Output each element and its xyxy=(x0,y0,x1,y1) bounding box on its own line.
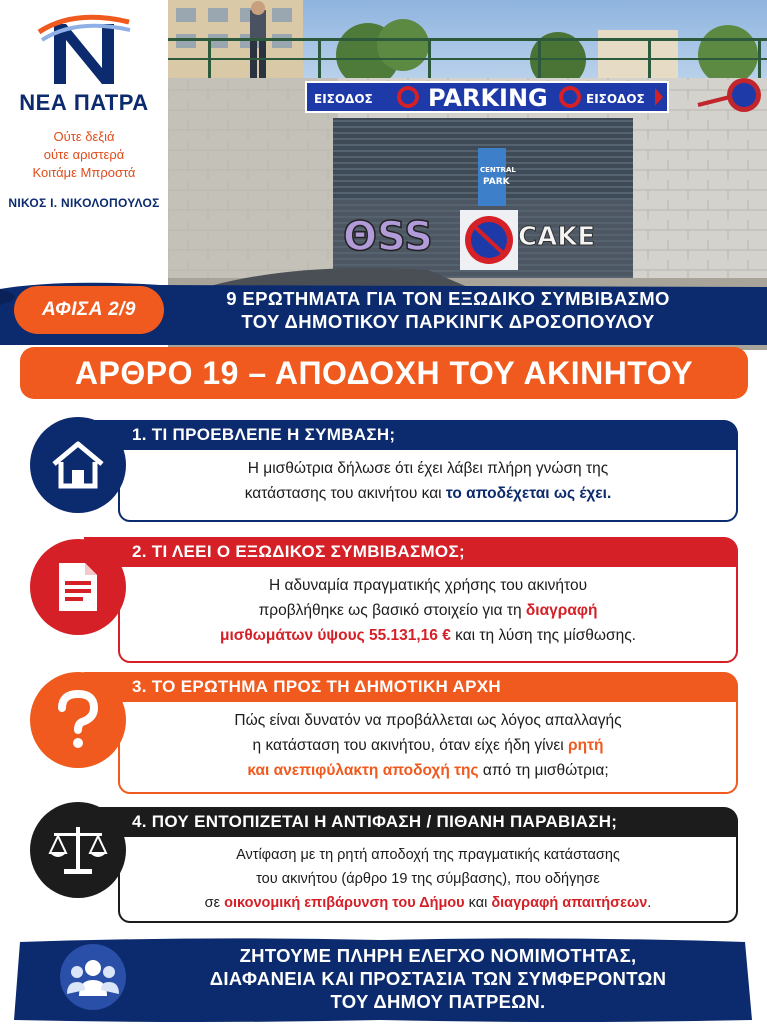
body-line xyxy=(130,733,726,758)
section-heading: 3. ΤΟ ΕΡΩΤΗΜΑ ΠΡΟΣ ΤΗ ΔΗΜΟΤΙΚΗ ΑΡΧΗ xyxy=(84,672,738,702)
question-icon xyxy=(30,672,126,768)
scales-icon xyxy=(30,802,126,898)
svg-text:CAKE: CAKE xyxy=(518,222,596,252)
brand-name: ΝΕΑ ΠΑΤΡΑ xyxy=(19,90,149,115)
body-line: του ακινήτου (άρθρο 19 της σύμβασης), που οδήγησε xyxy=(256,871,600,887)
body-emphasis: το αποδέχεται ως έχει. xyxy=(445,485,612,502)
body-line xyxy=(130,758,726,783)
body-text: κατάστασης του ακινήτου και xyxy=(244,485,446,502)
section-body xyxy=(118,702,738,794)
body-line xyxy=(130,481,726,506)
document-icon xyxy=(30,539,126,635)
section-body xyxy=(118,450,738,522)
sign-right-text: ΕΙΣΟΔΟΣ xyxy=(586,92,645,106)
body-line: Αντίφαση με τη ρητή αποδοχή της πραγματικής κατάστασης xyxy=(236,847,620,863)
body-line xyxy=(130,598,726,623)
footer-line: ΔΙΑΦΑΝΕΙΑ ΚΑΙ ΠΡΟΣΤΑΣΙΑ ΤΩΝ ΣΥΜΦΕΡΟΝΤΩΝ xyxy=(209,968,667,989)
body-text: και τη λύση της μίσθωσης. xyxy=(450,627,636,644)
body-line: Η αδυναμία πραγματικής χρήσης του ακινήτου xyxy=(268,577,588,594)
section-heading: 1. ΤΙ ΠΡΟΕΒΛΕΠΕ Η ΣΥΜΒΑΣΗ; xyxy=(84,420,738,450)
house-icon xyxy=(30,417,126,513)
body-text: προβλήθηκε ως βασικό στοιχείο για τη xyxy=(258,602,526,619)
header-subtitle xyxy=(178,287,718,333)
body-emphasis: μισθωμάτων ύψους 55.131,16 € xyxy=(220,627,451,644)
body-line: Η μισθώτρια δήλωσε ότι έχει λάβει πλήρη γνώση της xyxy=(247,460,609,477)
svg-text:ΘSS: ΘSS xyxy=(343,214,433,260)
body-text: . xyxy=(647,895,652,911)
footer-line: ΖΗΤΟΥΜΕ ΠΛΗΡΗ ΕΛΕΓΧΟ ΝΟΜΙΜΟΤΗΤΑΣ, xyxy=(239,945,637,966)
sign-center-text: PARKING xyxy=(428,84,548,112)
poster-text-2: PARK xyxy=(483,177,510,187)
brand-panel xyxy=(0,0,168,290)
body-line xyxy=(130,891,726,915)
section-heading: 4. ΠΟΥ ΕΝΤΟΠΙΖΕΤΑΙ Η ΑΝΤΙΦΑΣΗ / ΠΙΘΑΝΗ ΠΑΡΑΒΙΑΣΗ; xyxy=(84,807,738,837)
body-text: η κατάσταση του ακινήτου, όταν είχε ήδη γίνει xyxy=(252,737,569,754)
header-subtitle-line: ΤΟΥ ΔΗΜΟΤΙΚΟΥ ΠΑΡΚΙΝΓΚ ΔΡΟΣΟΠΟΥΛΟΥ xyxy=(241,311,655,332)
section-body xyxy=(118,837,738,923)
body-text: από τη μισθώτρια; xyxy=(478,762,609,779)
page-title: ΑΡΘΡΟ 19 – ΑΠΟΔΟΧΗ ΤΟΥ ΑΚΙΝΗΤΟΥ xyxy=(20,347,748,399)
body-emphasis: ρητή xyxy=(568,737,604,754)
party-logo-icon xyxy=(34,14,134,88)
body-emphasis: οικονομική επιβάρυνση του Δήμου xyxy=(224,895,465,911)
body-text: σε xyxy=(204,895,225,911)
slogan-line: Ούτε δεξιά xyxy=(53,129,115,144)
body-line xyxy=(130,623,726,648)
body-line: Πώς είναι δυνατόν να προβάλλεται ως λόγος απαλλαγής xyxy=(234,712,622,729)
poster-text-1: CENTRAL xyxy=(480,166,516,174)
body-text: και xyxy=(464,895,492,911)
slogan-line: ούτε αριστερά xyxy=(43,147,125,162)
section-heading: 2. ΤΙ ΛΕΕΙ Ο ΕΞΩΔΙΚΟΣ ΣΥΜΒΙΒΑΣΜΟΣ; xyxy=(84,537,738,567)
header-subtitle-line: 9 ΕΡΩΤΗΜΑΤΑ ΓΙΑ ΤΟΝ ΕΞΩΔΙΚΟ ΣΥΜΒΙΒΑΣΜΟ xyxy=(226,288,670,309)
sign-left-text: ΕΙΣΟΔΟΣ xyxy=(314,92,373,106)
people-icon xyxy=(60,944,126,1010)
slogan-line: Κοιτάμε Μπροστά xyxy=(32,165,136,180)
body-emphasis: διαγραφή απαιτήσεων xyxy=(491,895,648,911)
section-body xyxy=(118,567,738,663)
poster-number-badge: ΑΦΙΣΑ 2/9 xyxy=(14,286,164,334)
footer-line: ΤΟΥ ΔΗΜΟΥ ΠΑΤΡΕΩΝ. xyxy=(330,991,546,1012)
candidate-name: ΝΙΚΟΣ Ι. ΝΙΚΟΛΟΠΟΥΛΟΣ xyxy=(8,196,160,210)
body-emphasis: και ανεπιφύλακτη αποδοχή της xyxy=(247,762,479,779)
footer-message xyxy=(138,944,738,1013)
body-emphasis: διαγραφή xyxy=(525,602,598,619)
